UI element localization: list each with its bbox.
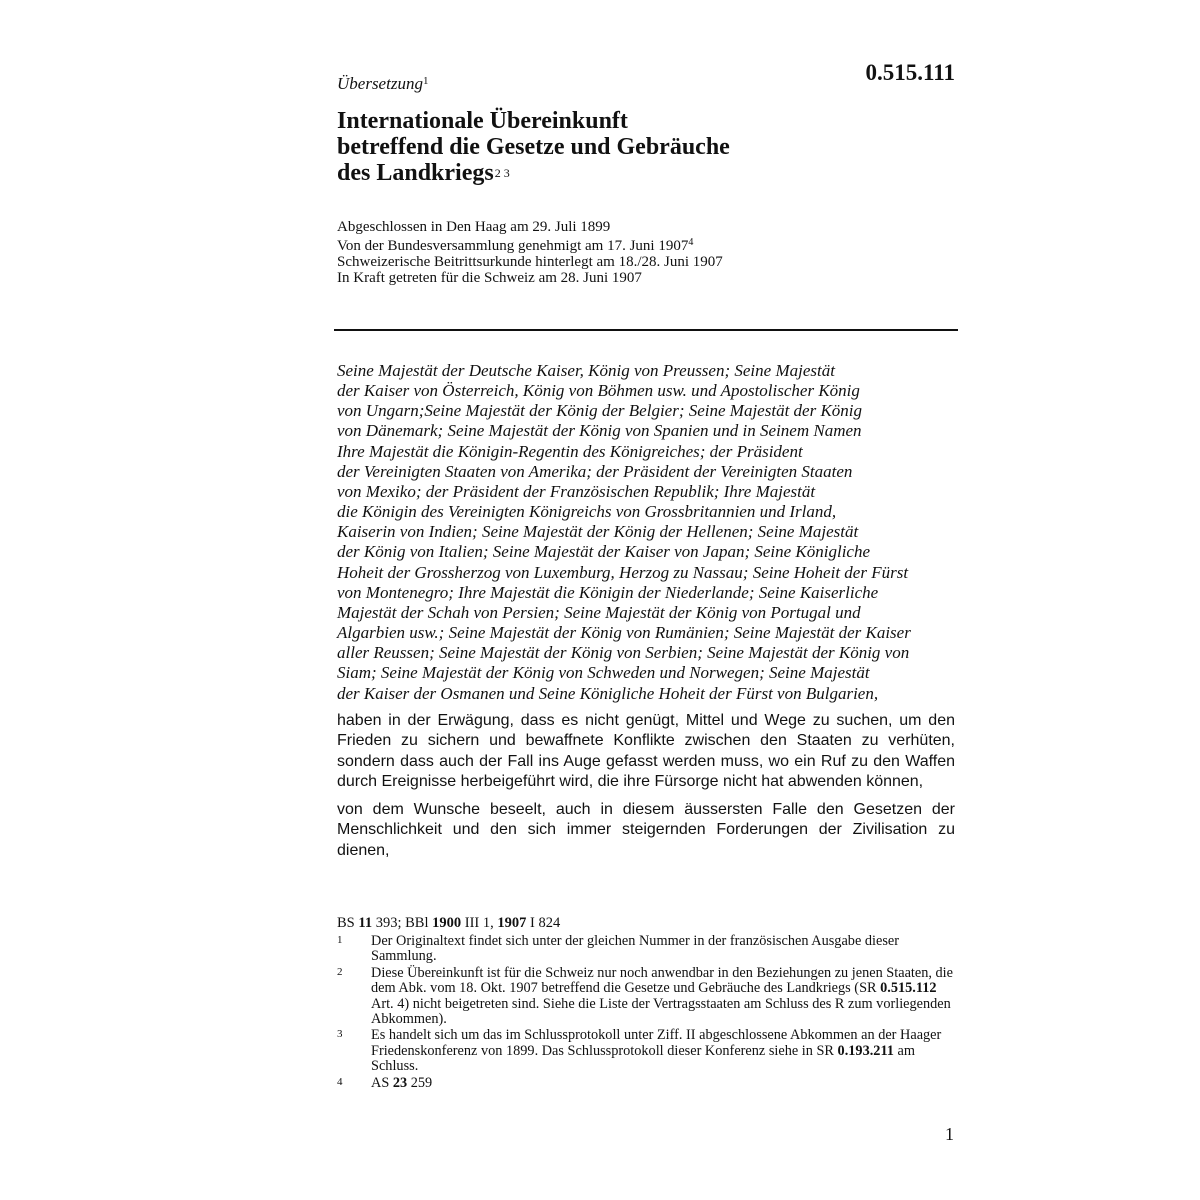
footnote-text: AS 23 259 (371, 1074, 433, 1091)
meta-approved: Von der Bundesversammlung genehmigt am 17. Juni 1907$^4$ (337, 237, 694, 254)
footnote-number: 4 (337, 1075, 343, 1088)
preamble (337, 361, 937, 704)
meta-in-force: In Kraft getreten für die Schweiz am 28. Juni 1907 (337, 270, 642, 286)
meta-concluded: Abgeschlossen in Den Haag am 29. Juli 1899 (337, 219, 611, 235)
title-line: des Landkriegs$^{2 3}$ (337, 160, 510, 186)
translation-label: Übersetzung$^1$ (337, 74, 429, 93)
title-line: Internationale Übereinkunft (337, 108, 628, 134)
preamble-line: der Vereinigten Staaten von Amerika; der Präsident der Vereinigten Staaten (337, 461, 853, 481)
preamble-line: Algarbien usw.; Seine Majestät der König von Rumänien; Seine Majestät der Kaiser (337, 623, 911, 643)
body-paragraph-1: haben in der Erwägung, dass es nicht genügt, Mittel und Wege zu suchen, um den Frieden zu sichern und bewaffnete Konflikte zwischen den Staaten zu verhüten, sondern dass auch der Fall ins Auge gefasst werden muss, wo ein Ruf zu den Waffen durch Ereignisse herbeigeführt wird, die ihre Fürsorge nicht hat abwenden können, (337, 712, 955, 790)
document-title (337, 108, 897, 186)
treaty-metadata (337, 219, 937, 286)
preamble-line: Hoheit der Grossherzog von Luxemburg, Herzog zu Nassau; Seine Hoheit der Fürst (337, 562, 909, 582)
sr-number: 0.515.111 (865, 60, 955, 85)
preamble-line: von Ungarn;Seine Majestät der König der Belgier; Seine Majestät der König (337, 401, 863, 421)
footnote-3 (337, 1028, 957, 1074)
preamble-line: der Kaiser von Österreich, König von Böhmen usw. und Apostolischer König (337, 381, 860, 401)
footnote-text: Es handelt sich um das im Schlussprotokoll unter Ziff. II abgeschlossene Abkommen an der Haager Friedenskonferenz von 1899. Das Schlussprotokoll dieser Konferenz siehe in SR 0.193.211 am Schluss. (371, 1027, 942, 1075)
footnote-number: 2 (337, 965, 343, 978)
footnotes (337, 934, 957, 1092)
footnote-ref-1[interactable]: 1 (422, 75, 429, 87)
meta-accession: Schweizerische Beitrittsurkunde hinterlegt am 18./28. Juni 1907 (337, 254, 723, 270)
footnote-number: 1 (337, 934, 343, 946)
preamble-line: Ihre Majestät die Königin-Regentin des Königreiches; der Präsident (337, 441, 803, 461)
footnote-1 (337, 934, 957, 965)
preamble-line: Majestät der Schah von Persien; Seine Majestät der König von Portugal und (337, 602, 861, 622)
footnote-refs-2-3[interactable]: 2 3 (494, 166, 510, 180)
horizontal-rule (334, 329, 958, 331)
footnote-ref-4[interactable]: 4 (688, 237, 694, 248)
preamble-line: von Mexiko; der Präsident der Französischen Republik; Ihre Majestät (337, 481, 816, 501)
preamble-line: von Dänemark; Seine Majestät der König von Spanien und in Seinem Namen (337, 421, 862, 441)
sr-link[interactable]: 0.193.211 (837, 1042, 894, 1059)
footnote-text: Diese Übereinkunft ist für die Schweiz nur noch anwendbar in den Beziehungen zu jenen Staaten, die dem Abk. vom 18. Okt. 1907 betreffend die Gesetze und Gebräuche des Landkriegs (SR 0.515.112 Art. 4) nicht beigetreten sind. Siehe die Liste der Vertragsstaaten am Schluss des R zum vorliegenden Abkommen). (371, 964, 954, 1028)
footnote-4 (337, 1076, 957, 1091)
title-line: betreffend die Gesetze und Gebräuche (337, 134, 730, 160)
preamble-line: der Kaiser der Osmanen und Seine Königliche Hoheit der Fürst von Bulgarien, (337, 683, 879, 703)
preamble-line: Seine Majestät der Deutsche Kaiser, König von Preussen; Seine Majestät (337, 361, 835, 380)
preamble-line: Siam; Seine Majestät der König von Schweden und Norwegen; Seine Majestät (337, 663, 870, 683)
source-references: BS 11 393; BBl 1900 III 1, 1907 I 824 (337, 915, 561, 931)
body-paragraph-2: von dem Wunsche beseelt, auch in diesem äussersten Falle den Gesetzen der Menschlichkeit und den sich immer steigernden Forderungen der Zivilisation zu dienen, (337, 801, 955, 859)
footnote-number: 3 (337, 1028, 343, 1041)
footnote-text: Der Originaltext findet sich unter der gleichen Nummer in der französischen Ausgabe dieser Sammlung. (371, 933, 900, 965)
page-number: 1 (945, 1124, 954, 1144)
sr-link[interactable]: 0.515.112 (880, 980, 937, 997)
preamble-line: der König von Italien; Seine Majestät der Kaiser von Japan; Seine Königliche (337, 542, 871, 562)
preamble-line: aller Reussen; Seine Majestät der König von Serbien; Seine Majestät der König von (337, 643, 910, 663)
footnote-2 (337, 966, 957, 1028)
preamble-line: die Königin des Vereinigten Königreichs von Grossbritannien und Irland, (337, 502, 837, 522)
preamble-line: von Montenegro; Ihre Majestät die Königin der Niederlande; Seine Kaiserliche (337, 582, 879, 602)
preamble-line: Kaiserin von Indien; Seine Majestät der König der Hellenen; Seine Majestät (337, 522, 859, 542)
